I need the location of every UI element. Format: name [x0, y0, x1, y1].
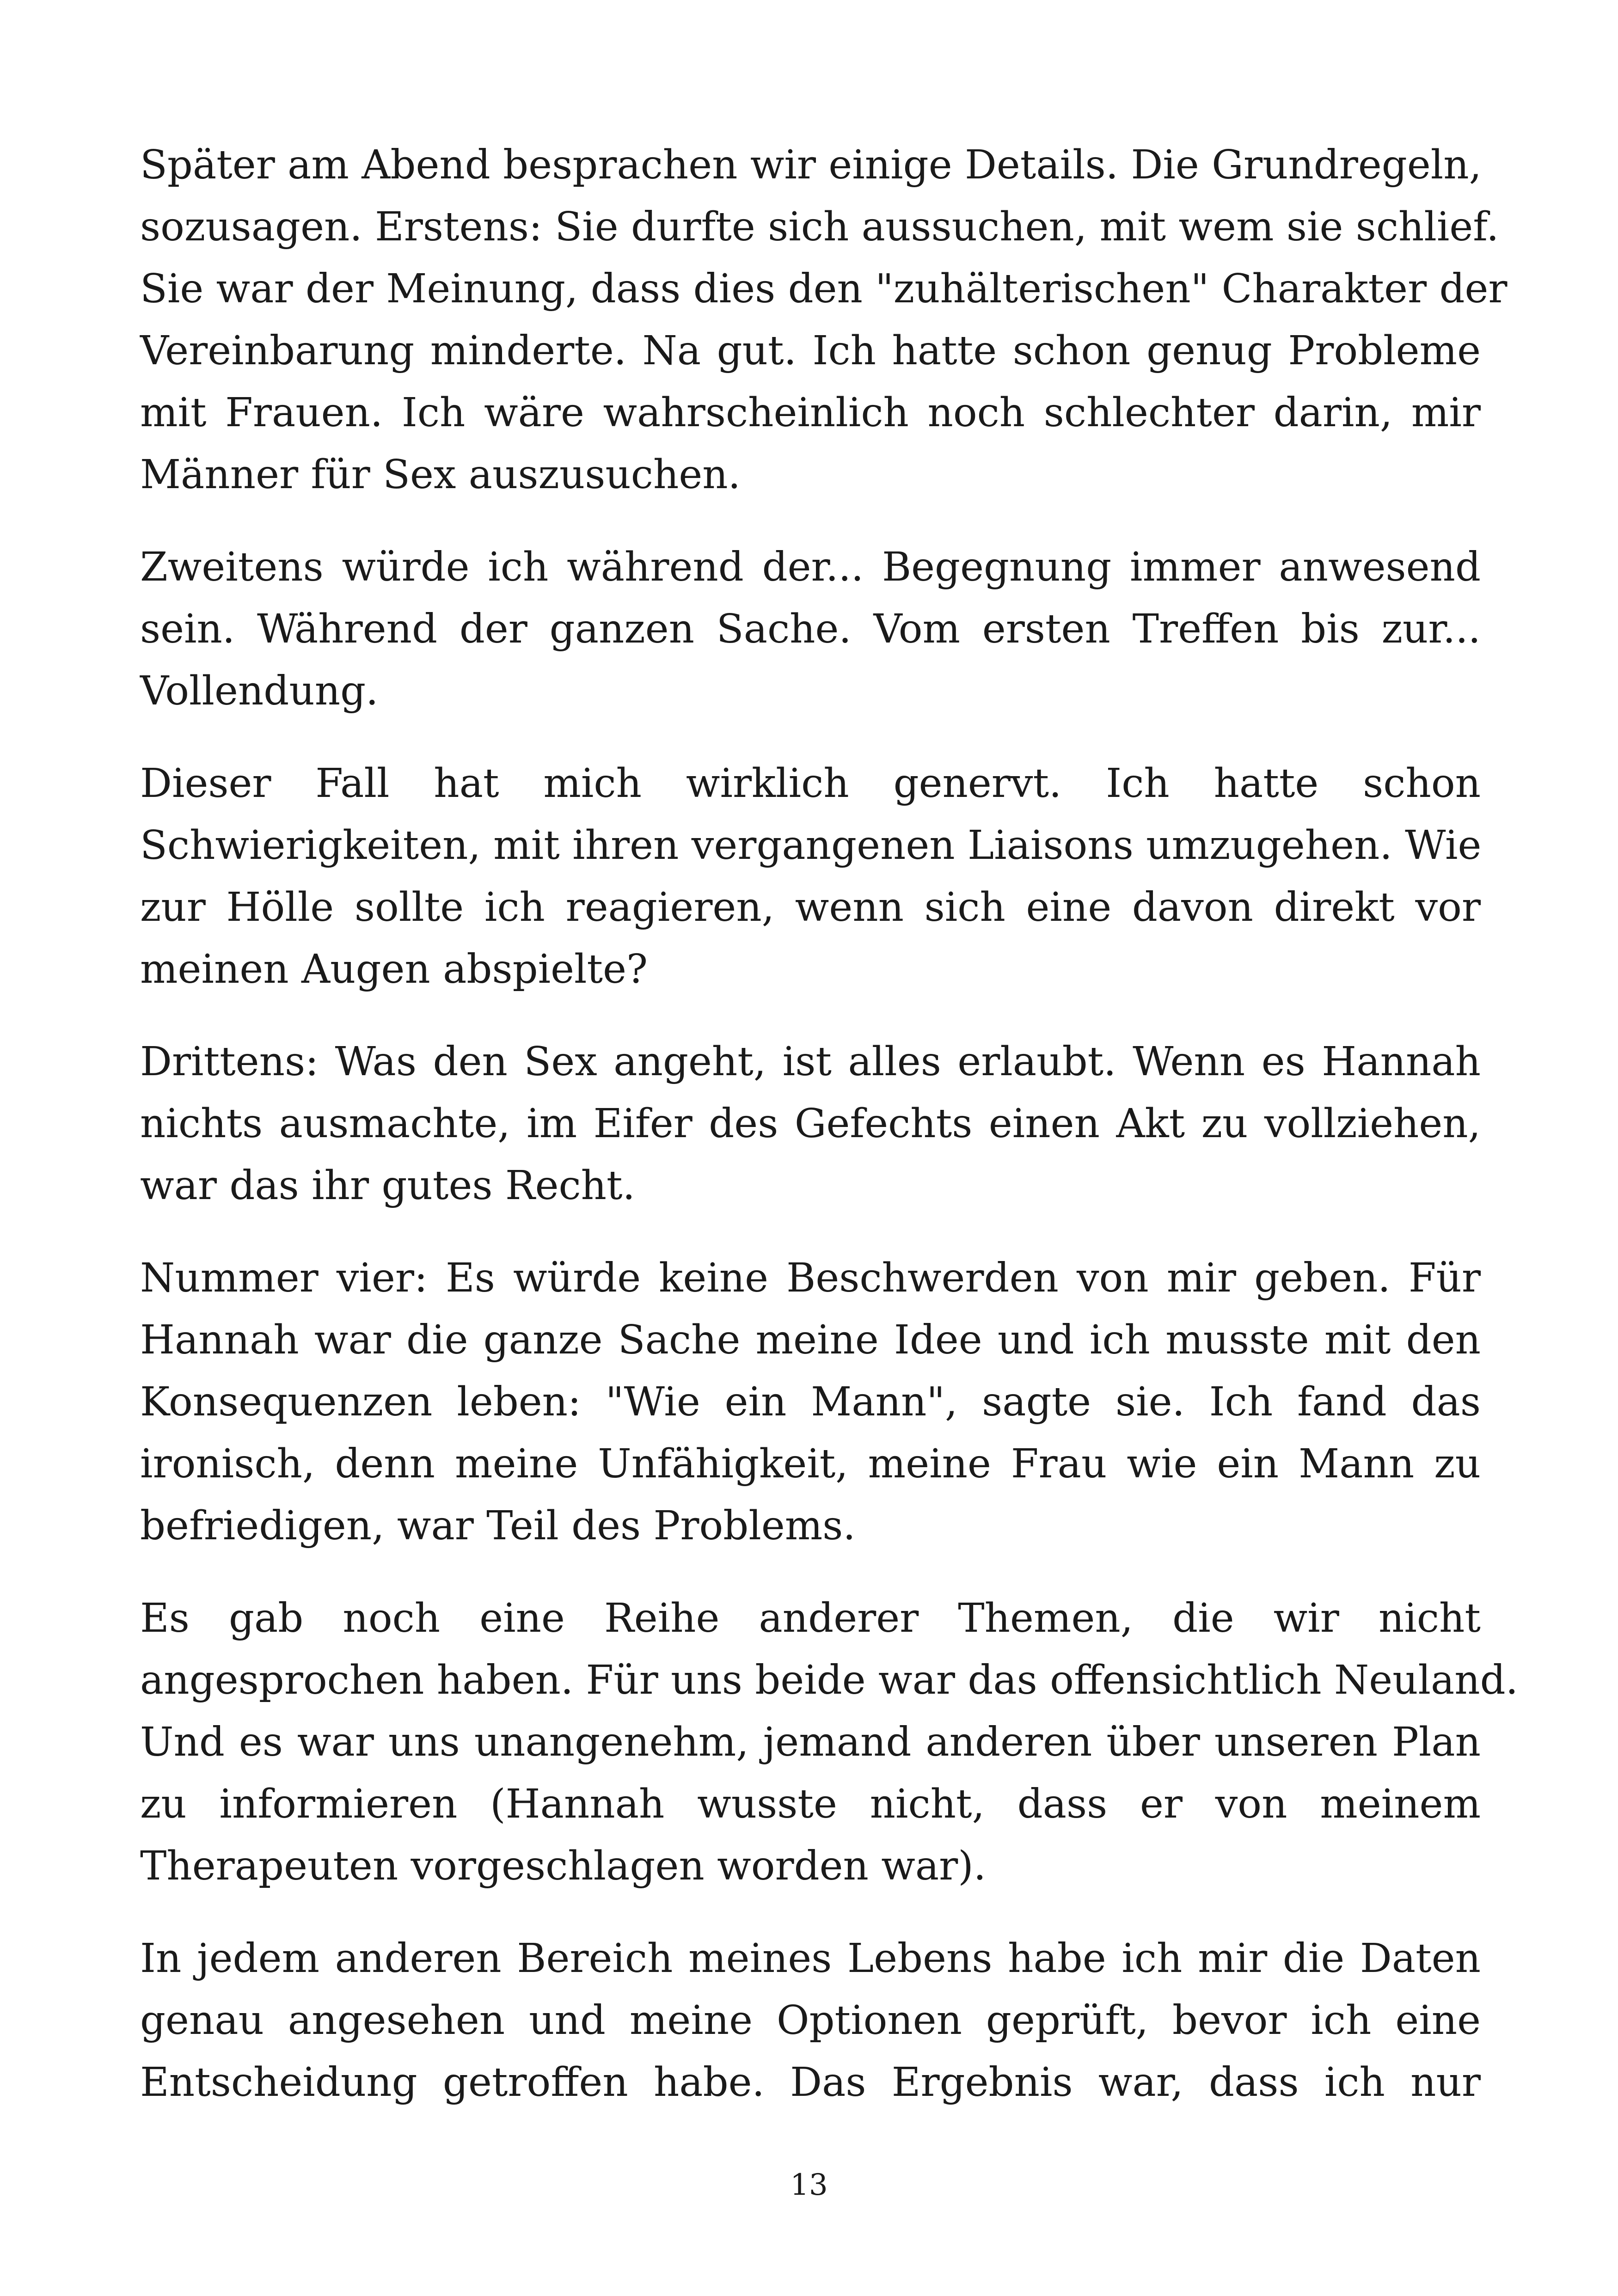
- paragraph-4: [140, 1031, 1481, 1217]
- text-line: Sie war der Meinung, dass dies den "zuhälterischen" Charakter der: [140, 266, 1508, 312]
- text-line: genau angesehen und meine Optionen geprüft, bevor ich eine: [140, 1997, 1481, 2044]
- text-line: angesprochen haben. Für uns beide war das offensichtlich Neuland.: [140, 1657, 1519, 1703]
- text-line: sein. Während der ganzen Sache. Vom ersten Treffen bis zur...: [140, 606, 1481, 652]
- text-line: Drittens: Was den Sex angeht, ist alles erlaubt. Wenn es Hannah: [140, 1039, 1481, 1085]
- paragraph-2: [140, 536, 1481, 722]
- text-line: Vereinbarung minderte. Na gut. Ich hatte schon genug Probleme: [140, 328, 1481, 374]
- text-line: zur Hölle sollte ich reagieren, wenn sich eine davon direkt vor: [140, 884, 1481, 931]
- text-line: Es gab noch eine Reihe anderer Themen, die wir nicht: [140, 1595, 1481, 1641]
- text-line: mit Frauen. Ich wäre wahrscheinlich noch schlechter darin, mir: [140, 390, 1481, 436]
- text-line: Nummer vier: Es würde keine Beschwerden von mir geben. Für: [140, 1255, 1481, 1301]
- text-line: Therapeuten vorgeschlagen worden war).: [140, 1843, 987, 1889]
- text-line: Dieser Fall hat mich wirklich genervt. Ich hatte schon: [140, 760, 1481, 807]
- text-line: Konsequenzen leben: "Wie ein Mann", sagte sie. Ich fand das: [140, 1379, 1481, 1425]
- text-line: Schwierigkeiten, mit ihren vergangenen Liaisons umzugehen. Wie: [140, 822, 1482, 869]
- text-line: Männer für Sex auszusuchen.: [140, 452, 741, 498]
- text-line: sozusagen. Erstens: Sie durfte sich aussuchen, mit wem sie schlief.: [140, 204, 1499, 250]
- text-line: meinen Augen abspielte?: [140, 946, 648, 992]
- body-text: [140, 134, 1519, 2144]
- text-line: zu informieren (Hannah wusste nicht, dass er von meinem: [140, 1781, 1481, 1827]
- paragraph-7: [140, 1928, 1481, 2113]
- text-line: nichts ausmachte, im Eifer des Gefechts einen Akt zu vollziehen,: [140, 1101, 1481, 1147]
- paragraph-5: [140, 1247, 1481, 1557]
- text-line: Hannah war die ganze Sache meine Idee und ich musste mit den: [140, 1317, 1481, 1363]
- text-line: war das ihr gutes Recht.: [140, 1163, 635, 1209]
- text-line: ironisch, denn meine Unfähigkeit, meine Frau wie ein Mann zu: [140, 1441, 1481, 1487]
- paragraph-6: [140, 1587, 1519, 1897]
- text-line: befriedigen, war Teil des Problems.: [140, 1503, 856, 1549]
- paragraph-1: [140, 134, 1508, 506]
- text-line: Zweitens würde ich während der... Begegnung immer anwesend: [140, 544, 1481, 590]
- text-line: Entscheidung getroffen habe. Das Ergebnis war, dass ich nur: [140, 2059, 1481, 2106]
- text-line: In jedem anderen Bereich meines Lebens habe ich mir die Daten: [140, 1935, 1481, 1982]
- paragraph-3: [140, 753, 1481, 1000]
- text-line: Vollendung.: [140, 668, 379, 714]
- text-line: Und es war uns unangenehm, jemand anderen über unseren Plan: [140, 1719, 1481, 1765]
- text-line: Später am Abend besprachen wir einige Details. Die Grundregeln,: [140, 142, 1482, 188]
- page-number: 13: [790, 2168, 828, 2202]
